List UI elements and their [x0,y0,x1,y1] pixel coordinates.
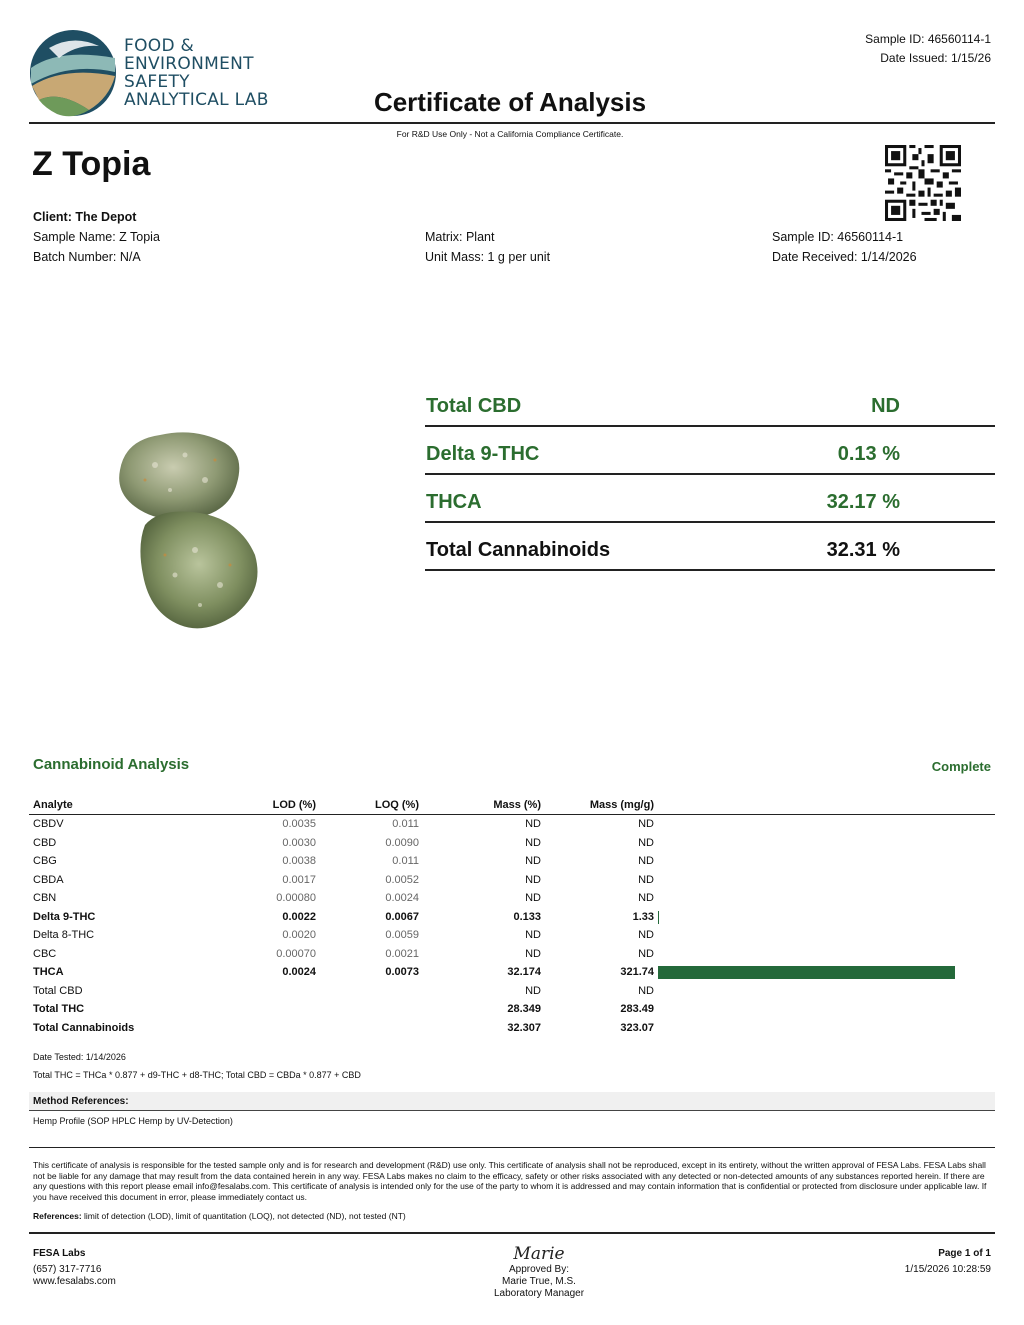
lod-value: 0.0030 [282,836,316,849]
disclaimer-text: This certificate of analysis is responsible for the tested sample only and is for research and development (R&D) use only. This certificate of analysis shall not be reproduced, except in its entirety, without the written approval of FESA Labs. FESA Labs shall not be liable for any damage that may result from the data contained herein in any way. FESA Labs makes no claim to the efficacy, safety or other risks associated with any detected or non-detected amounts of any substances reported herein. If there are any questions with this report please email info@fesalabs.com. This certificate of analysis is intended only for the use of the party to whom it is addressed and may contain information that is confidential or protected from disclosure under applicable law. If you have received this document in error, please immediately contact us. [33,1160,987,1202]
column-header: Analyte [29,798,169,815]
lod-value: 0.0022 [282,910,316,923]
print-timestamp: 1/15/2026 10:28:59 [904,1264,991,1275]
summary-label: Delta 9-THC [426,443,540,465]
table-row [29,982,995,1001]
bar-cell [654,852,995,871]
product-name: Z Topia [32,145,151,183]
references [33,1211,406,1222]
table-header-row [29,798,995,815]
bar-cell [654,871,995,890]
bar-cell [654,815,995,834]
methods-divider [29,1147,995,1148]
loq-value: 0.0021 [385,947,419,960]
bar-cell [654,1000,995,1019]
date-received: Date Received: 1/14/2026 [772,250,917,264]
loq-value: 0.0090 [385,836,419,849]
summary-value: 32.31 % [826,539,900,561]
table-row [29,871,995,890]
bar-cell [654,945,995,964]
unit-mass: Unit Mass: 1 g per unit [425,250,551,264]
summary-row [425,539,995,571]
summary-label: Total CBD [426,395,522,417]
logo-line: FOOD & [124,36,195,56]
column-header: LOQ (%) [316,798,419,815]
lod-value [169,1000,316,1019]
loq-value: 0.0024 [385,892,419,905]
matrix: Matrix: Plant [425,230,495,244]
page-number: Page 1 of 1 [938,1248,991,1259]
analyte-name: CBDV [33,818,64,831]
footer-website: www.fesalabs.com [33,1276,116,1287]
table-row [29,945,995,964]
sample-id: Sample ID: 46560114-1 [772,230,904,244]
lod-value: 0.0020 [282,929,316,942]
table-row [29,815,995,834]
mass-percent: ND [525,892,541,905]
mass-mg-g: ND [638,929,654,942]
client-info [33,207,160,267]
table-row [29,1000,995,1019]
mass-mg-g: ND [638,984,654,997]
mass-mg-g: ND [638,873,654,886]
mass-percent: 28.349 [507,1003,541,1016]
analyte-name: CBG [33,855,57,868]
analysis-title: Cannabinoid Analysis [33,756,190,773]
lod-value: 0.0017 [282,873,316,886]
analyte-name: CBC [33,947,57,960]
loq-value: 0.0059 [385,929,419,942]
analysis-status: Complete [931,759,991,774]
mass-mg-g: ND [638,947,654,960]
mass-percent: ND [525,984,541,997]
column-header-bar [654,798,995,815]
header-meta [865,30,991,68]
footer-divider [29,1232,995,1234]
footer-phone: (657) 317-7716 [33,1264,102,1275]
table-row [29,1019,995,1038]
mass-percent: 0.133 [513,910,541,923]
table-row [29,963,995,982]
client-name: Client: The Depot [33,210,137,224]
batch-number: Batch Number: N/A [33,250,141,264]
method-title: Method References: [33,1096,129,1107]
bar-cell [654,926,995,945]
bar-cell [654,963,995,982]
references-label: References: [33,1211,82,1221]
date-tested: Date Tested: 1/14/2026 [33,1052,126,1062]
logo-line: ENVIRONMENT [124,54,254,74]
signature: Marie [513,1244,565,1264]
lod-value: 0.0035 [282,818,316,831]
mass-percent: ND [525,929,541,942]
bar-cell [654,889,995,908]
bar-cell [654,1019,995,1038]
footer-lab-name: FESA Labs [33,1248,86,1259]
matrix-info [425,227,550,267]
loq-value [316,1000,419,1019]
mass-mg-g: ND [638,855,654,868]
table-body [29,815,995,1038]
document-subtitle: For R&D Use Only - Not a California Compliance Certificate. [396,129,624,139]
analyte-name: CBD [33,836,57,849]
method-text: Hemp Profile (SOP HPLC Hemp by UV-Detection) [33,1116,233,1126]
lod-value: 0.00070 [276,947,316,960]
analyte-name: CBDA [33,873,64,886]
summary-row [425,395,995,427]
sample-name: Sample Name: Z Topia [33,230,160,244]
product-photo [105,425,275,640]
summary-row [425,443,995,475]
table-row [29,834,995,853]
loq-value: 0.0073 [385,966,419,979]
mass-percent: ND [525,818,541,831]
logo-line: SAFETY [124,72,190,92]
loq-value: 0.0052 [385,873,419,886]
lab-logo-text [124,37,269,109]
summary-label: Total Cannabinoids [426,539,611,561]
analyte-name: Total CBD [33,984,83,997]
analyte-name: Total THC [33,1003,85,1016]
column-header: Mass (%) [419,798,541,815]
summary-value: 0.13 % [837,443,900,465]
bar-cell [654,908,995,927]
summary-row [425,491,995,523]
mass-bar [658,966,955,979]
table-row [29,926,995,945]
lab-logo-icon [29,28,117,118]
summary-label: THCA [426,491,482,513]
mass-mg-g: 1.33 [632,910,654,923]
footer-approval [439,1244,639,1300]
mass-mg-g: ND [638,818,654,831]
table-row [29,852,995,871]
mass-mg-g: 323.07 [620,1021,654,1034]
lod-value: 0.0038 [282,855,316,868]
total-formula: Total THC = THCa * 0.877 + d9-THC + d8-THC; Total CBD = CBDa * 0.877 + CBD [33,1070,361,1080]
table-row [29,908,995,927]
mass-percent: ND [525,836,541,849]
mass-percent: 32.307 [507,1021,541,1034]
cannabinoid-table [29,798,995,1037]
lod-value: 0.00080 [276,892,316,905]
loq-value: 0.0067 [385,910,419,923]
mass-percent: ND [525,947,541,960]
summary-value: 32.17 % [826,491,900,513]
analyte-name: Delta 8-THC [33,929,95,942]
lod-value [169,982,316,1001]
analyte-name: THCA [33,966,64,979]
analyte-name: CBN [33,892,57,905]
header-date-issued: Date Issued: 1/15/26 [880,51,991,65]
footer-lab [33,1248,116,1288]
bar-cell [654,834,995,853]
mass-mg-g: ND [638,836,654,849]
footer-page [905,1248,991,1276]
approver-title: Laboratory Manager [493,1288,585,1299]
summary-value: ND [871,395,900,417]
mass-mg-g: 283.49 [620,1003,654,1016]
mass-mg-g: ND [638,892,654,905]
lod-value [169,1019,316,1038]
sample-info [772,227,917,267]
loq-value: 0.011 [392,855,419,868]
approver-name: Marie True, M.S. [502,1276,576,1287]
mass-mg-g: 321.74 [620,966,654,979]
header-sample-id: Sample ID: 46560114-1 [865,32,991,46]
approved-by-label: Approved By: [508,1264,570,1275]
logo-line: ANALYTICAL LAB [124,90,269,110]
method-header [29,1092,995,1111]
qr-code-icon [885,145,961,221]
loq-value [316,1019,419,1038]
mass-percent: ND [525,855,541,868]
mass-percent: ND [525,873,541,886]
lod-value: 0.0024 [282,966,316,979]
references-text: limit of detection (LOD), limit of quantitation (LOQ), not detected (ND), not tested (NT) [81,1211,406,1221]
column-header: Mass (mg/g) [541,798,654,815]
analyte-name: Delta 9-THC [33,910,96,923]
header-divider [29,122,995,124]
loq-value [316,982,419,1001]
document-title: Certificate of Analysis [373,87,647,117]
table-row [29,889,995,908]
mass-bar [658,911,659,924]
mass-percent: 32.174 [507,966,541,979]
analyte-name: Total Cannabinoids [33,1021,135,1034]
bar-cell [654,982,995,1001]
loq-value: 0.011 [392,818,419,831]
column-header: LOD (%) [169,798,316,815]
